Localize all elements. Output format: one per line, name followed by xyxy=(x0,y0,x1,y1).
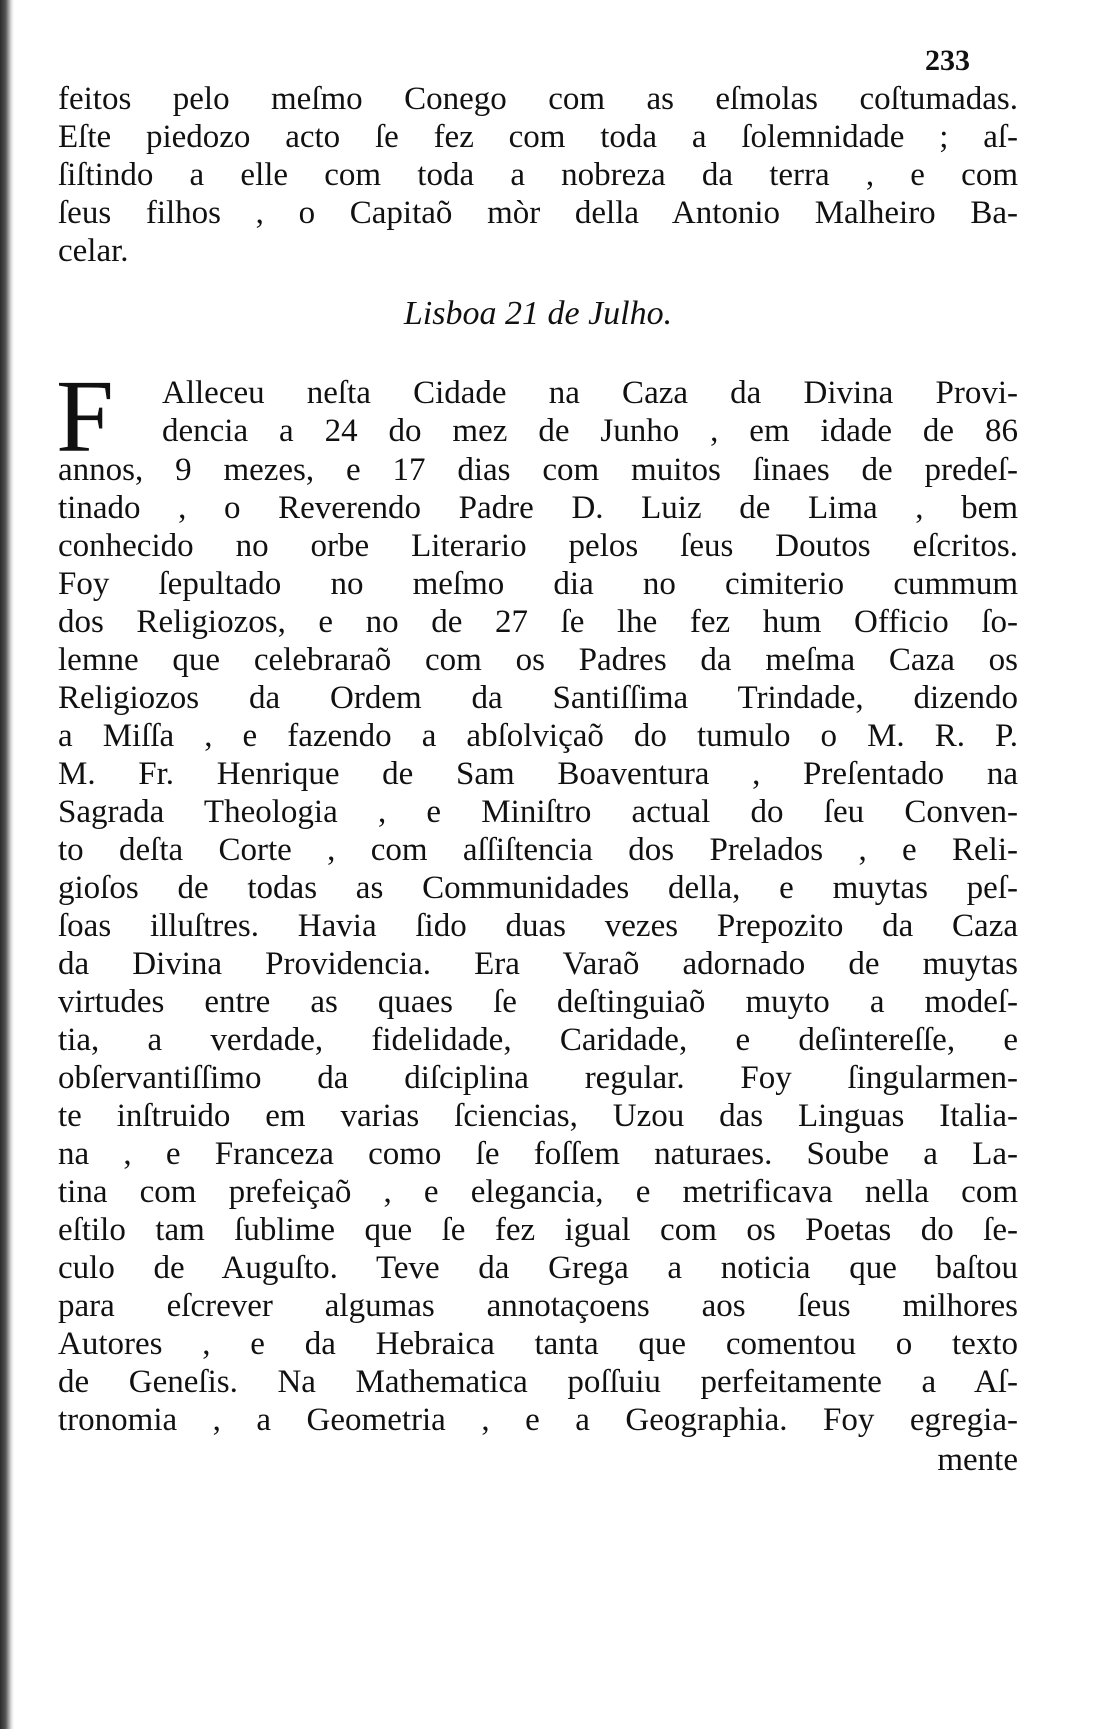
text-line: obſervantiſſimo da diſciplina regular. Foy ſingularmen- xyxy=(58,1060,1018,1096)
text-line: gioſos de todas as Communidades della, e muytas peſ- xyxy=(58,870,1018,906)
text-line: eſtilo tam ſublime que ſe fez igual com os Poetas do ſe- xyxy=(58,1212,1018,1248)
text-line: te inſtruido em varias ſciencias, Uzou das Linguas Italia- xyxy=(58,1098,1018,1134)
text-line: na , e Franceza como ſe foſſem naturaes. Soube a La- xyxy=(58,1136,1018,1172)
text-line: to deſta Corte , com aſſiſtencia dos Prelados , e Reli- xyxy=(58,832,1018,868)
text-line: dos Religiozos, e no de 27 ſe lhe fez hum Officio ſo- xyxy=(58,604,1018,640)
text-line: a Miſſa , e fazendo a abſolviçaõ do tumulo o M. R. P. xyxy=(58,718,1018,754)
text-line: feitos pelo meſmo Conego com as eſmolas coſtumadas. xyxy=(58,81,1018,117)
text-line: ſeus filhos , o Capitaõ mòr della Antonio Malheiro Ba- xyxy=(58,195,1018,231)
text-line: tia, a verdade, fidelidade, Caridade, e deſintereſſe, e xyxy=(58,1022,1018,1058)
text-line: virtudes entre as quaes ſe deſtinguiaõ muyto a modeſ- xyxy=(58,984,1018,1020)
text-line: tina com prefeiçaõ , e elegancia, e metrificava nella com xyxy=(58,1174,1018,1210)
text-line: Sagrada Theologia , e Miniſtro actual do ſeu Conven- xyxy=(58,794,1018,830)
text-line: conhecido no orbe Literario pelos ſeus Doutos eſcritos. xyxy=(58,528,1018,564)
text-line: de Geneſis. Na Mathematica poſſuiu perfeitamente a Aſ- xyxy=(58,1364,1018,1400)
text-line: tronomia , a Geometria , e a Geographia. Foy egregia- xyxy=(58,1402,1018,1438)
text-line: da Divina Providencia. Era Varaõ adornado de muytas xyxy=(58,946,1018,982)
text-line: celar. xyxy=(58,233,129,269)
catchword: mente xyxy=(937,1442,1018,1478)
text-line: annos, 9 mezes, e 17 dias com muitos ſinaes de predeſ- xyxy=(58,452,1018,488)
page-number: 233 xyxy=(925,44,970,77)
drop-cap: F xyxy=(56,359,114,474)
text-line: Religiozos da Ordem da Santiſſima Trindade, dizendo xyxy=(58,680,1018,716)
text-line: Foy ſepultado no meſmo dia no cimiterio cummum xyxy=(58,566,1018,602)
text-line: lemne que celebraraõ com os Padres da meſma Caza os xyxy=(58,642,1018,678)
text-line: culo de Auguſto. Teve da Grega a noticia que baſtou xyxy=(58,1250,1018,1286)
text-line: Alleceu neſta Cidade na Caza da Divina Provi- xyxy=(162,375,1018,411)
text-line: para eſcrever algumas annotaçoens aos ſeus milhores xyxy=(58,1288,1018,1324)
text-line: Eſte piedozo acto ſe fez com toda a ſolemnidade ; aſ- xyxy=(58,119,1018,155)
text-line: Autores , e da Hebraica tanta que comentou o texto xyxy=(58,1326,1018,1362)
text-line: ſoas illuſtres. Havia ſido duas vezes Prepozito da Caza xyxy=(58,908,1018,944)
text-line: tinado , o Reverendo Padre D. Luiz de Lima , bem xyxy=(58,490,1018,526)
dateline: Lisboa 21 de Julho. xyxy=(403,295,673,332)
text-line: ſiſtindo a elle com toda a nobreza da terra , e com xyxy=(58,157,1018,193)
text-line: dencia a 24 do mez de Junho , em idade de 86 xyxy=(162,413,1018,449)
text-line: M. Fr. Henrique de Sam Boaventura , Preſentado na xyxy=(58,756,1018,792)
